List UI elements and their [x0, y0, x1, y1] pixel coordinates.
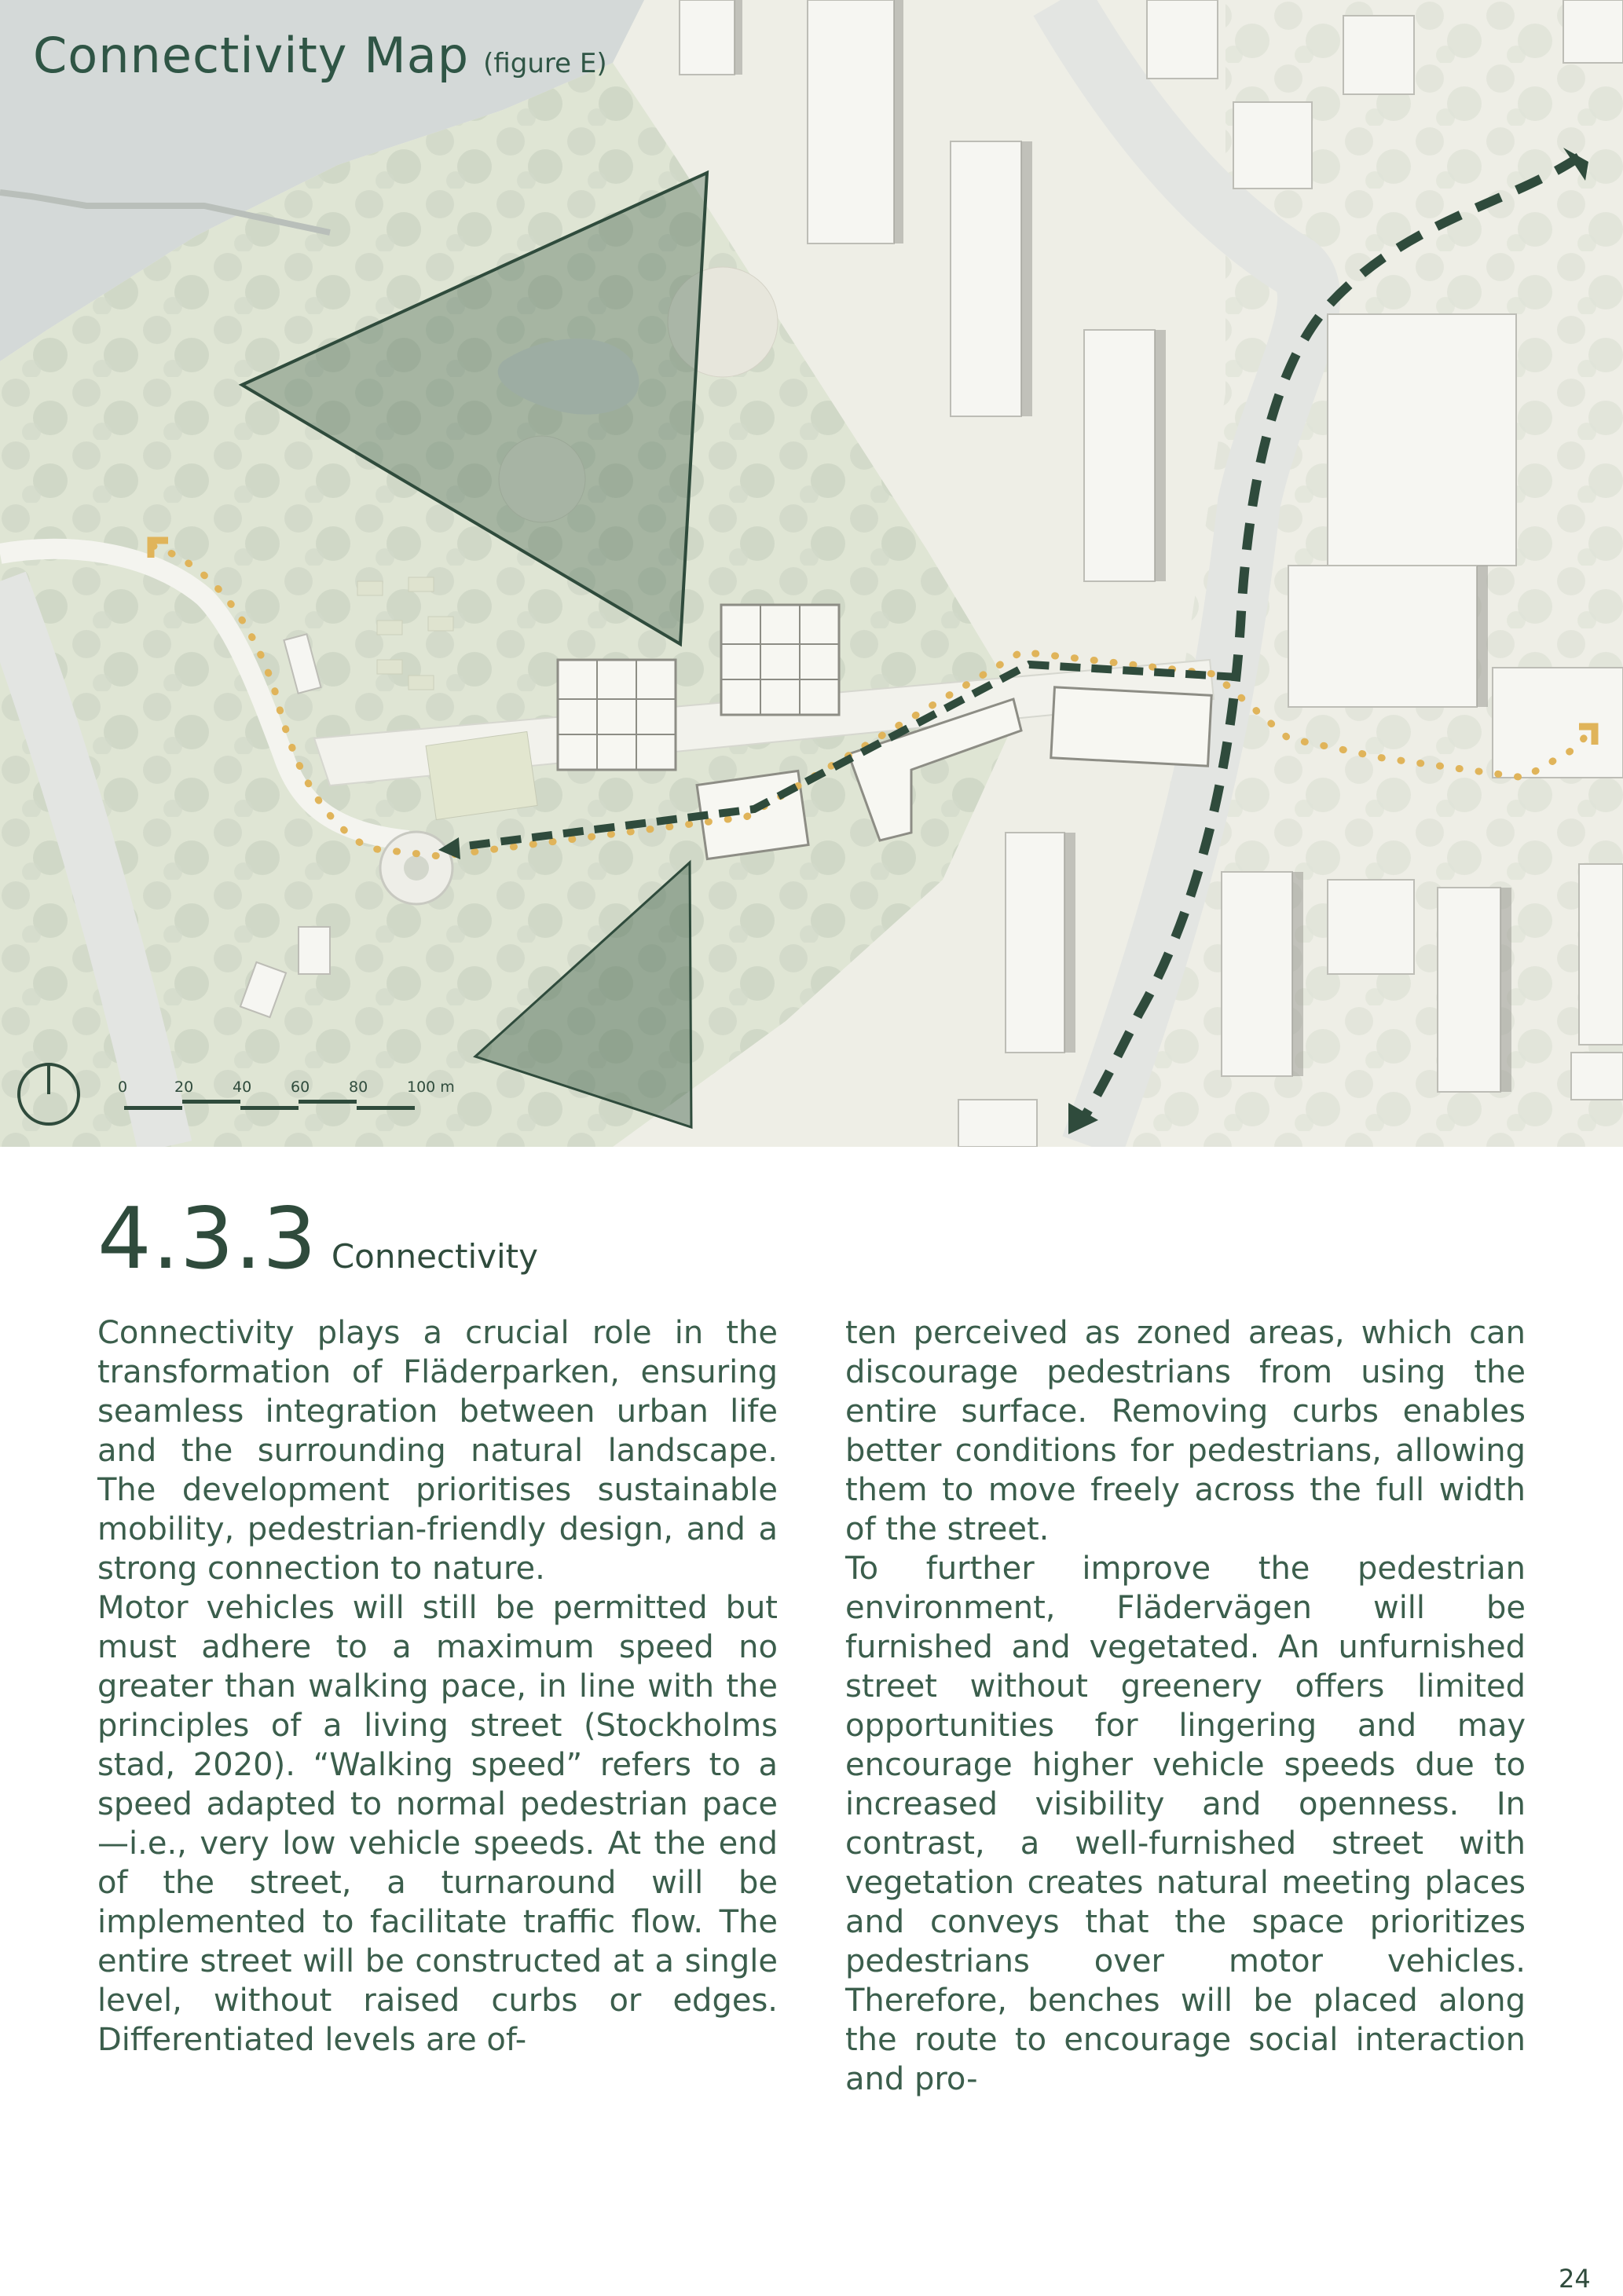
- scale-label: 20: [174, 1078, 194, 1096]
- section-title: Connectivity: [331, 1237, 538, 1276]
- connectivity-map: [0, 0, 1623, 1147]
- figure-label: (figure E): [483, 48, 607, 79]
- scale-label: 40: [233, 1078, 252, 1096]
- paragraph: Connectivity plays a crucial role in the transformation of Fläderparken, ensuring seamless integration between urban life and the surrounding natural landscape. The development prioritises sustainable mobility, pedestrian-friendly design, and a strong connection to nature.: [97, 1315, 778, 1587]
- paragraph: To further improve the pedestrian environment, Flädervägen will be furnished and vegetated. An unfurnished street without greenery offers limited opportunities for lingering and may encourage higher vehicle speeds due to increased visibility and openness. In contrast, a well-furnished street with vegetation creates natural meeting places and conveys that the space prioritizes pedestrians over motor vehicles. Therefore, benches will be placed along the route to encourage social interaction and pro-: [845, 1551, 1526, 2097]
- scale-label: 60: [291, 1078, 310, 1096]
- map-title-text: Connectivity Map: [33, 27, 470, 84]
- sports-field: [426, 731, 537, 819]
- text-column-left: [97, 1313, 778, 2060]
- page-number: 24: [1559, 2264, 1591, 2294]
- text-column-right: [845, 1313, 1526, 2099]
- scale-label: 0: [118, 1078, 128, 1096]
- section-number: 4.3.3: [97, 1190, 317, 1288]
- scale-label: 100 m: [407, 1078, 455, 1096]
- map-title: [33, 27, 607, 84]
- paragraph: Motor vehicles will still be permitted but must adhere to a maximum speed no greater than walking pace, in line with the principles of a living street (Stockholms stad, 2020). “Walking speed” refers to a speed adapted to normal pedestrian pace—i.e., very low vehicle speeds. At the end of the street, a turnaround will be implemented to facilitate traffic flow. The entire street will be constructed at a single level, without raised curbs or edges. Differentiated levels are of-: [97, 1590, 778, 2058]
- site-plan: [0, 0, 1623, 1147]
- section-heading: [97, 1190, 538, 1288]
- paragraph: ten perceived as zoned areas, which can discourage pedestrians from using the entire surface. Removing curbs enables better conditions for pedestrians, allowing them to move freely across the full width of the street.: [845, 1315, 1526, 1547]
- turnaround-island: [404, 855, 429, 881]
- scale-label: 80: [349, 1078, 368, 1096]
